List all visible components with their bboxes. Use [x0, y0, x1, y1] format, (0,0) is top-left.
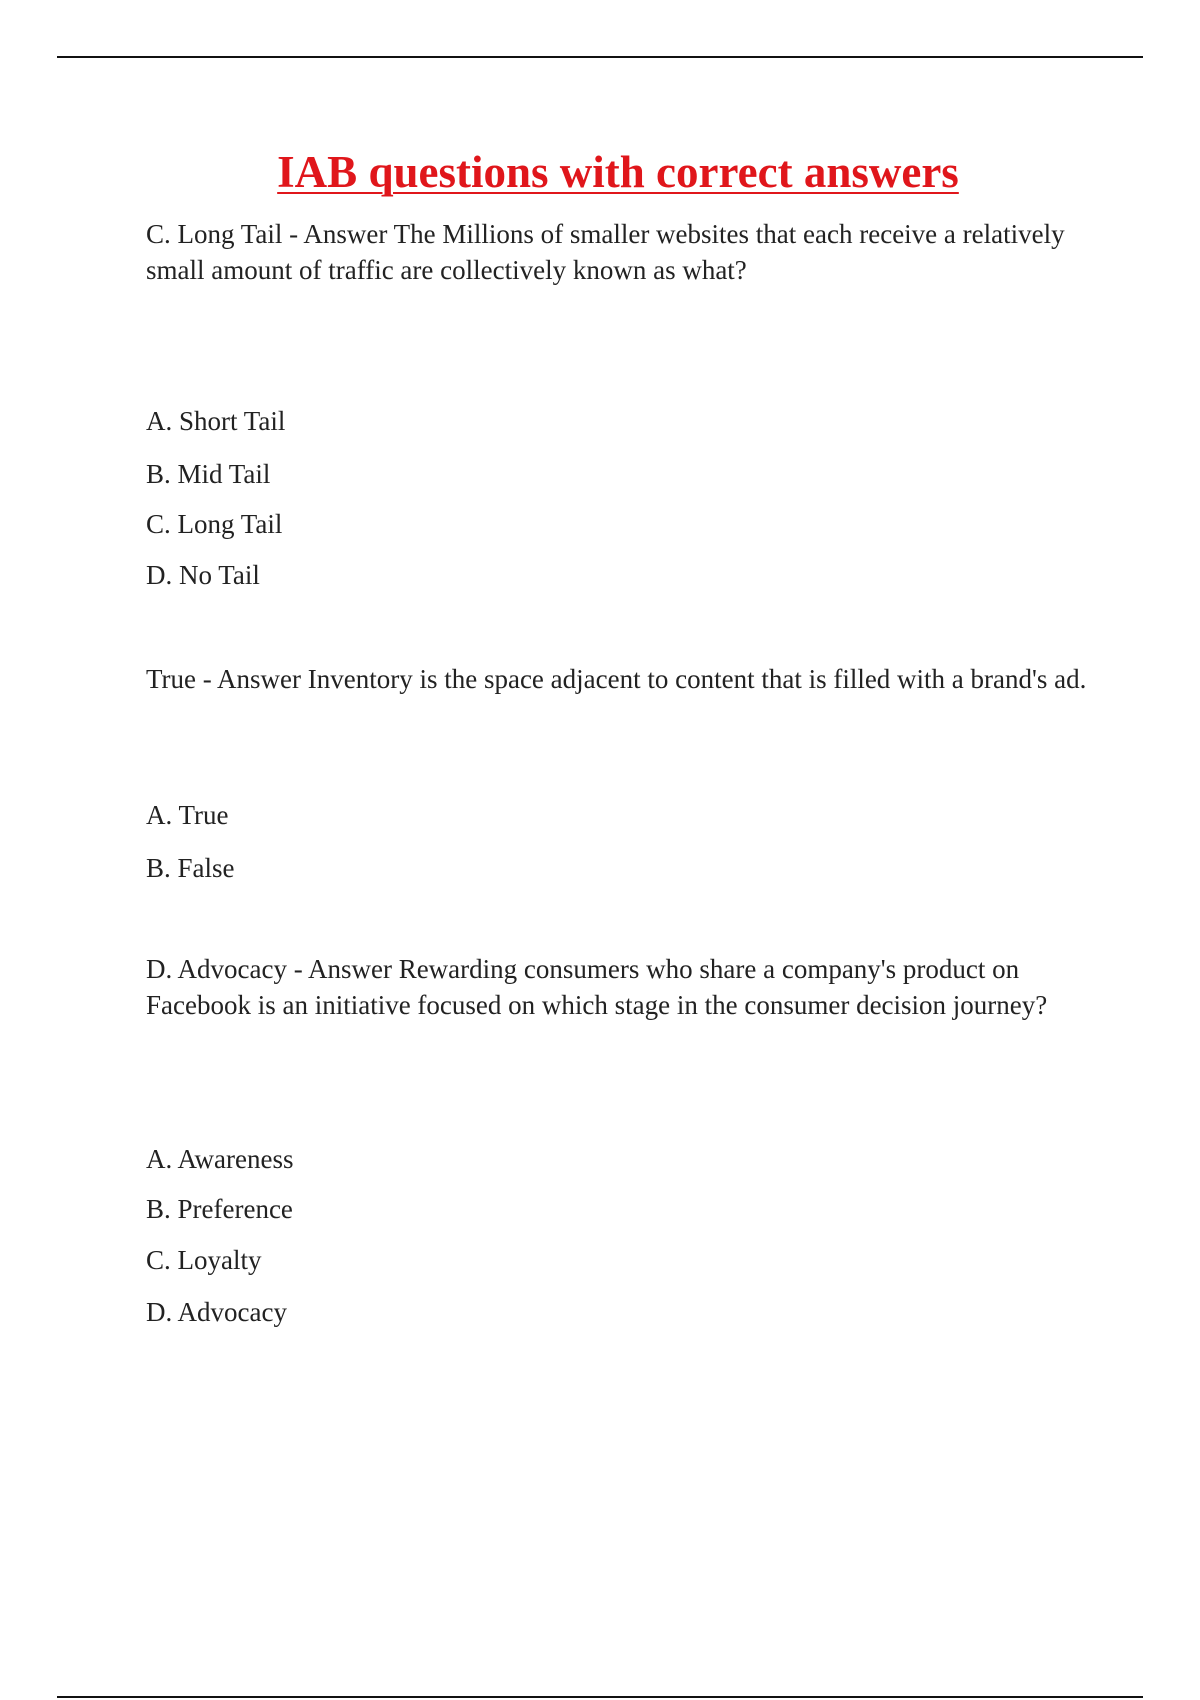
question-1-text: C. Long Tail - Answer The Millions of smaller websites that each receive a relatively small amount of traffic are collectively known as what?	[146, 219, 1065, 285]
question-1-option-c: C. Long Tail	[146, 509, 283, 539]
top-rule	[57, 56, 1143, 58]
question-2-option-a: A. True	[146, 800, 229, 830]
question-2-option-b: B. False	[146, 853, 235, 883]
question-3-option-c: C. Loyalty	[146, 1245, 262, 1275]
question-3-text: D. Advocacy - Answer Rewarding consumers who share a company's product on Facebook is an initiative focused on which stage in the consumer decision journey?	[146, 954, 1048, 1020]
question-1-option-b: B. Mid Tail	[146, 459, 271, 489]
question-1-option-d: D. No Tail	[146, 560, 260, 590]
question-2-text: True - Answer Inventory is the space adjacent to content that is filled with a brand's ad.	[146, 664, 1087, 694]
question-3-option-d: D. Advocacy	[146, 1297, 287, 1327]
question-3-option-a: A. Awareness	[146, 1144, 294, 1174]
question-1-option-a: A. Short Tail	[146, 406, 286, 436]
question-3-option-b: B. Preference	[146, 1194, 293, 1224]
bottom-rule	[57, 1696, 1143, 1698]
page-title: IAB questions with correct answers	[277, 147, 959, 197]
